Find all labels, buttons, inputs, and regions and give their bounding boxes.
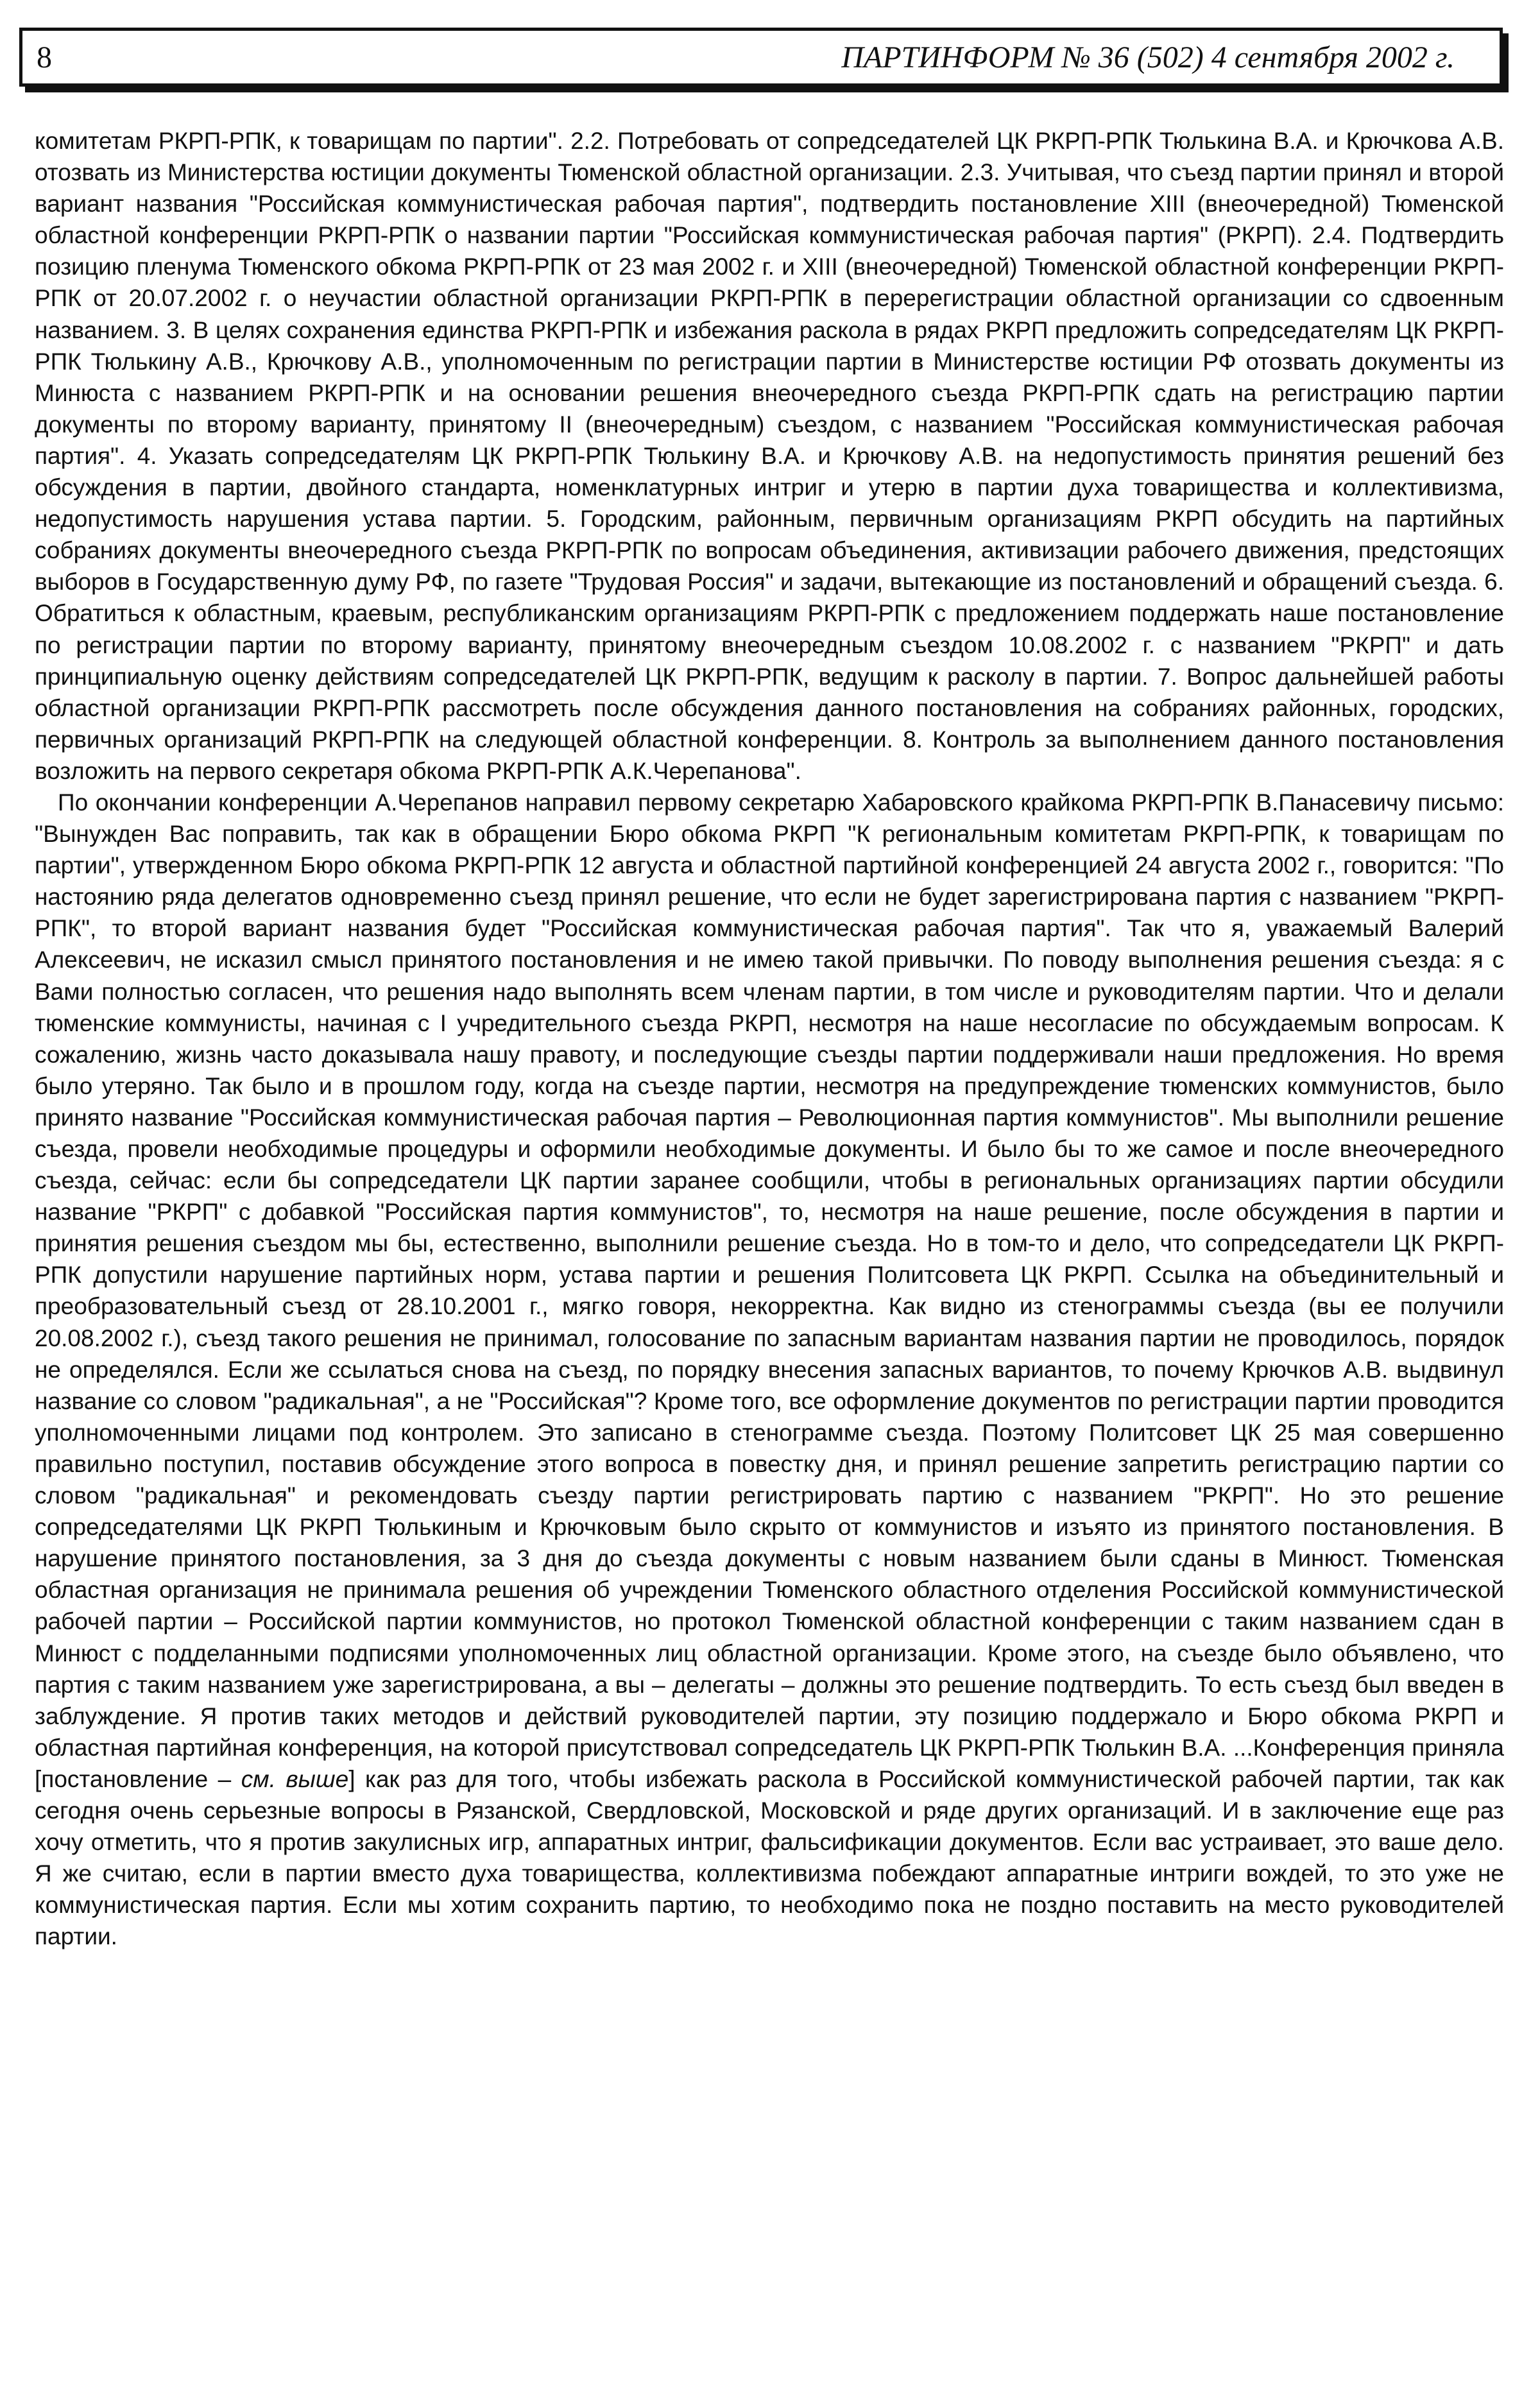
paragraph-2-part-1: По окончании конференции А.Черепанов направил первому секретарю Хабаровского крайкома РКРП-РПК В.Панасевичу письмо: "Вынужден Вас поправить, так как в обращении Бюро обкома РКРП "К региональным комитетам РКРП-РПК, к товарищам по партии", утвержденном Бюро обкома РКРП-РПК 12 августа и областной партийной конференцией 24 августа 2002 г., говорится: "По настоянию ряда делегатов одновременно съезд принял решение, что если не будет зарегистрирована партия с названием "РКРП-РПК", то второй вариант названия будет "Российская коммунистическая рабочая партия". Так что я, уважаемый Валерий Алексеевич, не исказил смысл принятого постановления и не имею такой привычки. По поводу выполнения решения съезда: я с Вами полностью согласен, что решения надо выполнять всем членам партии, в том числе и руководителям партии. Что и делали тюменские коммунисты, начиная с I учредительного съезда РКРП, несмотря на наше несогласие по обсуждаемым вопросам. К сожалению, жизнь часто доказывала нашу правоту, и последующие съезды партии поддерживали наши предложения. Но время было утеряно. Так было и в прошлом году, когда на съезде партии, несмотря на предупреждение тюменских коммунистов, было принято название "Российская коммунистическая рабочая партия – Революционная партия коммунистов". Мы выполнили решение съезда, провели необходимые процедуры и оформили необходимые документы. И было бы то же самое и после внеочередного съезда, сейчас: если бы сопредседатели ЦК партии заранее сообщили, чтобы в региональных организациях партии обсудили название "РКРП" с добавкой "Российская партия коммунистов", то, несмотря на наше решение, после обсуждения в партии и принятия решения съездом мы бы, естественно, выполнили решение съезда. Но в том-то и дело, что сопредседатели ЦК РКРП-РПК допустили нарушение партийных норм, устава партии и решения Политсовета ЦК РКРП. Ссылка на объединительный и преобразовательный съезд от 28.10.2001 г., мягко говоря, некорректна. Как видно из стенограммы съезда (вы ее получили 20.08.2002 г.), съезд такого решения не принимал, голосование по запасным вариантам названия партии не проводилось, порядок не определялся. Если же ссылаться снова на съезд, по порядку внесения запасных вариантов, то почему Крючков А.В. выдвинул название со словом "радикальная", а не "Российская"? Кроме того, все оформление документов по регистрации партии проводится уполномоченными лицами под контролем. Это записано в стенограмме съезда. Поэтому Политсовет ЦК 25 мая совершенно правильно поступил, поставив обсуждение этого вопроса в повестку дня, и принял решение запретить регистрацию партии со словом "радикальная" и рекомендовать съезду партии регистрировать партию с названием "РКРП". Но это решение сопредседателями ЦК РКРП Тюлькиным и Крючковым было скрыто от коммунистов и изъято из принятого постановления. В нарушение принятого постановления, за 3 дня до съезда документы с новым названием были сданы в Минюст. Тюменская областная организация не принимала решения об учреждении Тюменского областного отделения Российской коммунистической рабочей партии – Российской партии коммунистов, но протокол Тюменской областной конференции с таким названием сдан в Минюст с подделанными подписями уполномоченных лиц областной организации. Кроме этого, на съезде было объявлено, что партия с таким названием уже зарегистрирована, а вы – делегаты – должны это решение подтвердить. То есть съезд был введен в заблуждение. Я против таких методов и действий руководителей партии, эту позицию поддержало и Бюро обкома РКРП и областная партийная конференция, на которой присутствовал сопредседатель ЦК РКРП-РПК Тюлькин В.А. ...Конференция приняла [постановление – (35, 789, 1504, 1792)
paragraph-2-italic-reference: см. выше (241, 1765, 349, 1792)
running-title: ПАРТИНФОРМ № 36 (502) 4 сентября 2002 г. (841, 40, 1455, 74)
page-number: 8 (37, 40, 52, 74)
paragraph-1: комитетам РКРП-РПК, к товарищам по партии". 2.2. Потребовать от сопредседателей ЦК РКРП-РПК Тюлькина В.А. и Крючкова А.В. отозвать из Министерства юстиции документы Тюменской областной организации. 2.3. Учитывая, что съезд партии принял и второй вариант названия "Российская коммунистическая рабочая партия", подтвердить постановление XIII (внеочередной) Тюменской областной конференции РКРП-РПК о названии партии "Российская коммунистическая рабочая партия" (РКРП). 2.4. Подтвердить позицию пленума Тюменского обкома РКРП-РПК от 23 мая 2002 г. и XIII (внеочередной) Тюменской областной конференции РКРП-РПК от 20.07.2002 г. о неучастии областной организации РКРП-РПК в перерегистрации областной организации со сдвоенным названием. 3. В целях сохранения единства РКРП-РПК и избежания раскола в рядах РКРП предложить сопредседателям ЦК РКРП-РПК Тюлькину А.В., Крючкову А.В., уполномоченным по регистрации партии в Министерстве юстиции РФ отозвать документы из Минюста с названием РКРП-РПК и на основании решения внеочередного съезда РКРП-РПК сдать на регистрацию партии документы по второму варианту, принятому II (внеочередным) съездом, с названием "Российская коммунистическая рабочая партия". 4. Указать сопредседателям ЦК РКРП-РПК Тюлькину В.А. и Крючкову А.В. на недопустимость принятия решений без обсуждения в партии, двойного стандарта, номенклатурных интриг и утерю в партии духа товарищества и коллективизма, недопустимость нарушения устава партии. 5. Городским, районным, первичным организациям РКРП обсудить на партийных собраниях документы внеочередного съезда РКРП-РПК по вопросам объединения, активизации рабочего движения, предстоящих выборов в Государственную думу РФ, по газете "Трудовая Россия" и задачи, вытекающие из постановлений и обращений съезда. 6. Обратиться к областным, краевым, республиканским организациям РКРП-РПК с предложением поддержать наше постановление по регистрации партии по второму варианту, принятому внеочередным съездом 10.08.2002 г. с названием "РКРП" и дать принципиальную оценку действиям сопредседателей ЦК РКРП-РПК, ведущим к расколу в партии. 7. Вопрос дальнейшей работы областной организации РКРП-РПК рассмотреть после обсуждения данного постановления на собраниях районных, городских, первичных организаций РКРП-РПК на следующей областной конференции. 8. Контроль за выполнением данного постановления возложить на первого секретаря обкома РКРП-РПК А.К.Черепанова". (35, 128, 1504, 784)
article-body (35, 125, 1504, 1952)
page-header (19, 28, 1503, 87)
paragraph-2-part-2: ] как раз для того, чтобы избежать раскола в Российской коммунистической рабочей партии, так как сегодня очень серьезные вопросы в Рязанской, Свердловской, Московской и ряде других организаций. И в заключение еще раз хочу отметить, что я против закулисных игр, аппаратных интриг, фальсификации документов. Если вас устраивает, это ваше дело. Я же считаю, если в партии вместо духа товарищества, коллективизма побеждают аппаратные интриги вождей, то это уже не коммунистическая партия. Если мы хотим сохранить партию, то необходимо пока не поздно поставить на место руководителей партии. (35, 1765, 1504, 1950)
paragraph-2 (35, 787, 1504, 1952)
